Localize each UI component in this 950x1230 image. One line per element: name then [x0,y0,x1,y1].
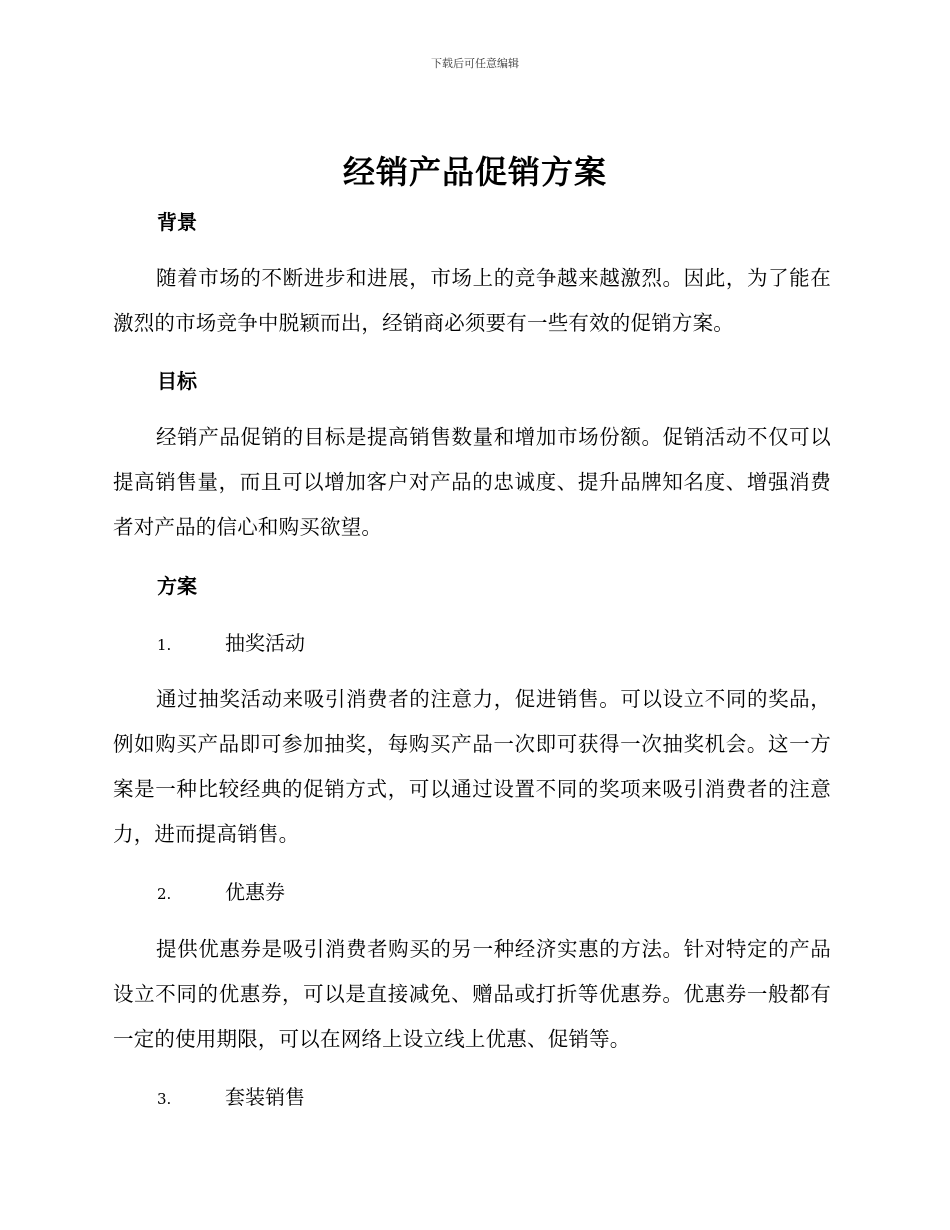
document-title: 经销产品促销方案 [342,153,607,191]
list-item-bundle [157,1083,305,1113]
list-item-coupon [157,878,285,908]
paragraph-lottery: 通过抽奖活动来吸引消费者的注意力，促进销售。可以设立不同的奖品，例如购买产品即可参加抽奖，每购买产品一次即可获得一次抽奖机会。这一方案是一种比较经典的促销方式，可以通过设置不同的奖项来吸引消费者的注意力，进而提高销售。 [113,687,831,846]
heading-plan: 方案 [157,574,197,598]
paragraph-goal: 经销产品促销的目标是提高销售数量和增加市场份额。促销活动不仅可以提高销售量，而且可以增加客户对产品的忠诚度、提升品牌知名度、增强消费者对产品的信心和购买欲望。 [113,425,831,539]
list-number: 2. [157,885,172,903]
list-number: 3. [157,1090,172,1108]
list-label: 套装销售 [225,1085,305,1109]
paragraph-coupon: 提供优惠券是吸引消费者购买的另一种经济实惠的方法。针对特定的产品设立不同的优惠券，可以是直接减免、赠品或打折等优惠券。优惠券一般都有一定的使用期限，可以在网络上设立线上优惠、促销等。 [113,937,831,1051]
paragraph-background: 随着市场的不断进步和进展，市场上的竞争越来越激烈。因此，为了能在激烈的市场竞争中脱颖而出，经销商必须要有一些有效的促销方案。 [113,266,831,335]
list-number: 1. [157,636,172,654]
heading-background: 背景 [157,210,197,234]
heading-goal: 目标 [157,369,197,393]
list-label: 抽奖活动 [225,631,305,655]
header-note: 下载后可任意编辑 [431,57,519,70]
list-label: 优惠券 [225,880,285,904]
list-item-lottery [157,629,305,659]
